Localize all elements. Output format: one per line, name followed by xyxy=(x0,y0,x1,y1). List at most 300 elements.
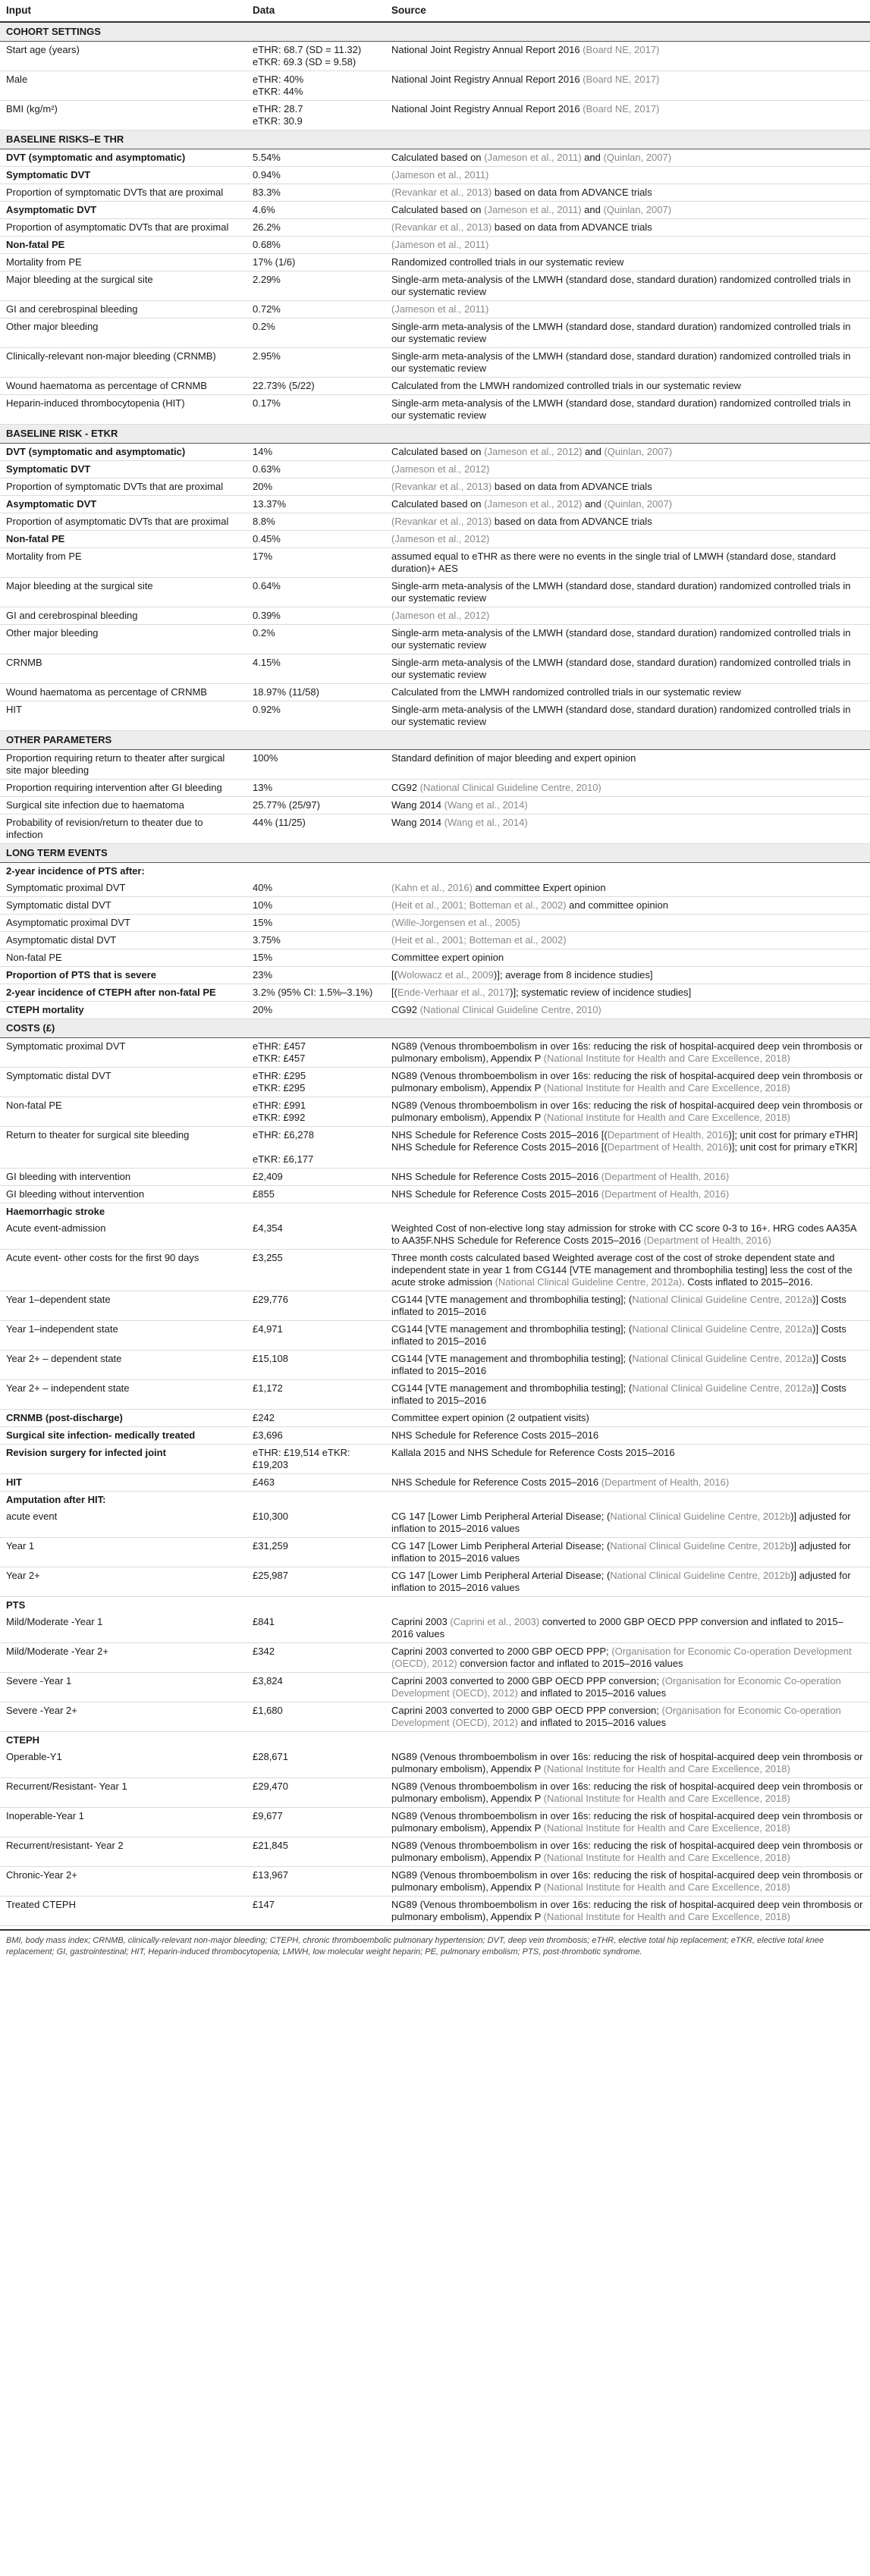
data-cell xyxy=(247,1220,385,1250)
citation-link[interactable]: (Jameson et al., 2012) xyxy=(391,533,490,544)
column-header-input: Input xyxy=(0,0,247,22)
citation-link[interactable]: (Jameson et al., 2011) xyxy=(484,152,582,163)
data-cell xyxy=(247,301,385,318)
citation-link[interactable]: (Department of Health, 2016) xyxy=(601,1171,730,1182)
citation-link[interactable]: (Quinlan, 2007) xyxy=(604,498,673,510)
data-cell xyxy=(247,1038,385,1068)
source-text: )] adjusted for inflation to 2015–2016 values xyxy=(391,1540,851,1564)
input-cell: Asymptomatic DVT xyxy=(0,496,247,513)
input-cell: GI bleeding without intervention xyxy=(0,1186,247,1203)
source-cell xyxy=(385,1351,870,1380)
table-row xyxy=(0,271,870,301)
table-row xyxy=(0,625,870,654)
source-text: Single-arm meta-analysis of the LMWH (standard dose, standard duration) randomized controlled trials in our systematic review xyxy=(391,397,851,421)
input-cell: CRNMB xyxy=(0,654,247,684)
source-cell xyxy=(385,932,870,949)
table-row xyxy=(0,863,870,880)
source-text: CG144 [VTE management and thrombophilia testing]; ( xyxy=(391,1294,633,1305)
citation-link[interactable]: (Board NE, 2017) xyxy=(583,103,660,115)
source-cell xyxy=(385,1597,870,1614)
data-cell xyxy=(247,167,385,184)
table-row xyxy=(0,531,870,548)
data-value: eTHR: £295 xyxy=(253,1070,306,1081)
table-row xyxy=(0,1445,870,1474)
citation-link[interactable]: (Jameson et al., 2012) xyxy=(484,498,583,510)
data-value: 3.2% (95% CI: 1.5%–3.1%) xyxy=(253,987,373,998)
source-text: National Joint Registry Annual Report 2016 xyxy=(391,103,583,115)
table-row xyxy=(0,513,870,531)
data-value: £855 xyxy=(253,1188,275,1200)
table-row xyxy=(0,578,870,607)
data-value: £15,108 xyxy=(253,1353,288,1364)
source-cell xyxy=(385,701,870,731)
source-cell xyxy=(385,863,870,880)
input-cell: Proportion of asymptomatic DVTs that are proximal xyxy=(0,219,247,237)
citation-link[interactable]: (Board NE, 2017) xyxy=(583,44,660,55)
citation-link[interactable]: (Wille-Jorgensen et al., 2005) xyxy=(391,917,520,928)
table-row xyxy=(0,932,870,949)
data-value: £29,470 xyxy=(253,1781,288,1792)
source-cell xyxy=(385,1127,870,1169)
citation-link[interactable]: (Heit et al., 2001; Botteman et al., 2002) xyxy=(391,899,567,911)
input-cell: Surgical site infection- medically treated xyxy=(0,1427,247,1445)
citation-link[interactable]: (Board NE, 2017) xyxy=(583,74,660,85)
source-cell xyxy=(385,1186,870,1203)
source-cell xyxy=(385,1410,870,1427)
source-text: Single-arm meta-analysis of the LMWH (standard dose, standard duration) randomized controlled trials in our systematic review xyxy=(391,321,851,344)
data-cell xyxy=(247,1837,385,1867)
table-row xyxy=(0,301,870,318)
table-row xyxy=(0,461,870,478)
data-cell xyxy=(247,42,385,71)
table-row xyxy=(0,202,870,219)
table-row xyxy=(0,395,870,425)
table-row xyxy=(0,1351,870,1380)
data-value: 0.63% xyxy=(253,463,281,475)
citation-link[interactable]: National Clinical Guideline Centre, 2012b xyxy=(610,1540,791,1552)
table-row xyxy=(0,348,870,378)
input-cell: Proportion of symptomatic DVTs that are proximal xyxy=(0,478,247,496)
citation-link[interactable]: (National Institute for Health and Care Excellence, 2018) xyxy=(543,1911,790,1922)
citation-link[interactable]: National Clinical Guideline Centre, 2012a xyxy=(632,1294,812,1305)
citation-link[interactable]: Department of Health, 2016 xyxy=(607,1129,729,1141)
table-row xyxy=(0,1038,870,1068)
source-cell xyxy=(385,797,870,814)
data-value: 23% xyxy=(253,969,273,981)
data-cell xyxy=(247,949,385,967)
data-cell xyxy=(247,1351,385,1380)
table-row xyxy=(0,1897,870,1926)
source-text: CG144 [VTE management and thrombophilia testing]; ( xyxy=(391,1382,633,1394)
data-value: £4,971 xyxy=(253,1323,283,1335)
source-cell xyxy=(385,1097,870,1127)
data-cell xyxy=(247,1186,385,1203)
table-row xyxy=(0,42,870,71)
source-cell xyxy=(385,42,870,71)
citation-link[interactable]: Ende-Verhaar et al., 2017 xyxy=(397,987,510,998)
table-row xyxy=(0,1474,870,1492)
input-cell: Treated CTEPH xyxy=(0,1897,247,1926)
data-cell xyxy=(247,348,385,378)
source-cell xyxy=(385,578,870,607)
data-cell xyxy=(247,625,385,654)
citation-link[interactable]: (Jameson et al., 2011) xyxy=(391,239,489,250)
citation-link[interactable]: (National Institute for Health and Care Excellence, 2018) xyxy=(543,1822,790,1834)
input-cell: PTS xyxy=(6,1599,26,1611)
data-cell xyxy=(247,607,385,625)
data-cell xyxy=(247,478,385,496)
source-text: and xyxy=(582,446,605,457)
source-cell xyxy=(385,395,870,425)
source-cell xyxy=(385,348,870,378)
table-row xyxy=(0,684,870,701)
source-cell xyxy=(385,880,870,897)
source-text: Calculated based on xyxy=(391,152,485,163)
table-row xyxy=(0,149,870,167)
input-cell: Asymptomatic proximal DVT xyxy=(0,915,247,932)
input-cell: Mild/Moderate -Year 2+ xyxy=(0,1643,247,1673)
table-row xyxy=(0,780,870,797)
source-text: )]; unit cost for primary eTHR] NHS Schedule for Reference Costs 2015–2016 [( xyxy=(391,1129,858,1153)
citation-link[interactable]: (Wang et al., 2014) xyxy=(444,799,528,811)
source-text: )] Costs inflated to 2015–2016 xyxy=(391,1382,846,1406)
source-text: CG 147 [Lower Limb Peripheral Arterial Disease; ( xyxy=(391,1540,611,1552)
data-cell xyxy=(247,814,385,844)
data-cell xyxy=(247,1410,385,1427)
data-value: 83.3% xyxy=(253,187,281,198)
citation-link[interactable]: (National Clinical Guideline Centre, 2010) xyxy=(419,782,601,793)
data-cell xyxy=(247,1492,385,1509)
source-cell xyxy=(385,1867,870,1897)
input-cell: Operable-Y1 xyxy=(0,1749,247,1778)
source-cell xyxy=(385,654,870,684)
source-text: based on data from ADVANCE trials xyxy=(492,187,652,198)
input-cell: GI and cerebrospinal bleeding xyxy=(0,301,247,318)
citation-link[interactable]: (Wang et al., 2014) xyxy=(444,817,528,828)
source-cell xyxy=(385,1897,870,1926)
input-cell: DVT (symptomatic and asymptomatic) xyxy=(0,444,247,461)
citation-link[interactable]: (Organisation for Economic Co-operation Development (OECD), 2012) xyxy=(391,1646,852,1669)
input-cell: Surgical site infection due to haematoma xyxy=(0,797,247,814)
data-value: 0.39% xyxy=(253,610,281,621)
citation-link[interactable]: National Clinical Guideline Centre, 2012a xyxy=(632,1323,812,1335)
source-cell xyxy=(385,149,870,167)
table-row xyxy=(0,1778,870,1808)
source-text: )] Costs inflated to 2015–2016 xyxy=(391,1353,846,1376)
section-title: BASELINE RISKS–E THR xyxy=(0,130,870,149)
citation-link[interactable]: (National Clinical Guideline Centre, 2012a) xyxy=(495,1276,682,1288)
citation-link[interactable]: (National Institute for Health and Care Excellence, 2018) xyxy=(543,1881,790,1893)
data-cell xyxy=(247,496,385,513)
source-text: Calculated from the LMWH randomized controlled trials in our systematic review xyxy=(391,686,741,698)
citation-link[interactable]: (National Institute for Health and Care Excellence, 2018) xyxy=(543,1053,790,1064)
source-text: CG144 [VTE management and thrombophilia testing]; ( xyxy=(391,1323,633,1335)
data-cell xyxy=(247,1068,385,1097)
input-cell: Major bleeding at the surgical site xyxy=(0,578,247,607)
data-value: eTKR: £992 xyxy=(253,1112,306,1123)
source-cell xyxy=(385,984,870,1002)
data-value: 18.97% (11/58) xyxy=(253,686,319,698)
section-header xyxy=(0,22,870,42)
table-row xyxy=(0,101,870,130)
citation-link[interactable]: National Clinical Guideline Centre, 2012b xyxy=(610,1511,791,1522)
source-cell xyxy=(385,548,870,578)
citation-link[interactable]: (Revankar et al., 2013) xyxy=(391,516,492,527)
data-value: £147 xyxy=(253,1899,275,1910)
data-cell xyxy=(247,1778,385,1808)
source-text: Single-arm meta-analysis of the LMWH (standard dose, standard duration) randomized controlled trials in our systematic review xyxy=(391,580,851,604)
citation-link[interactable]: (Kahn et al., 2016) xyxy=(391,882,473,893)
data-cell xyxy=(247,1597,385,1614)
source-cell xyxy=(385,625,870,654)
citation-link[interactable]: (Jameson et al., 2012) xyxy=(484,446,583,457)
input-cell: Asymptomatic distal DVT xyxy=(0,932,247,949)
source-cell xyxy=(385,531,870,548)
source-text: Wang 2014 xyxy=(391,799,444,811)
data-value: £29,776 xyxy=(253,1294,288,1305)
source-cell xyxy=(385,184,870,202)
data-value: 13.37% xyxy=(253,498,287,510)
input-cell: Heparin-induced thrombocytopenia (HIT) xyxy=(0,395,247,425)
table-row xyxy=(0,1867,870,1897)
citation-link[interactable]: (Organisation for Economic Co-operation Development (OECD), 2012) xyxy=(391,1675,841,1699)
source-cell xyxy=(385,1220,870,1250)
source-cell xyxy=(385,1427,870,1445)
source-text: Calculated based on xyxy=(391,498,485,510)
table-row xyxy=(0,184,870,202)
input-cell: Non-fatal PE xyxy=(0,1097,247,1127)
citation-link[interactable]: National Clinical Guideline Centre, 2012a xyxy=(632,1353,812,1364)
data-value: £10,300 xyxy=(253,1511,288,1522)
data-cell xyxy=(247,684,385,701)
source-cell xyxy=(385,1068,870,1097)
source-cell xyxy=(385,378,870,395)
input-cell: Symptomatic distal DVT xyxy=(0,897,247,915)
source-cell xyxy=(385,1508,870,1538)
citation-link[interactable]: (Revankar et al., 2013) xyxy=(391,187,492,198)
source-text: Wang 2014 xyxy=(391,817,444,828)
table-row xyxy=(0,1127,870,1169)
data-cell xyxy=(247,1097,385,1127)
table-row xyxy=(0,1427,870,1445)
source-cell xyxy=(385,684,870,701)
source-cell xyxy=(385,202,870,219)
table-row xyxy=(0,701,870,731)
source-cell xyxy=(385,237,870,254)
input-cell: Symptomatic proximal DVT xyxy=(0,1038,247,1068)
data-cell xyxy=(247,1508,385,1538)
input-cell: Mortality from PE xyxy=(0,548,247,578)
data-value: eTHR: £991 xyxy=(253,1100,306,1111)
input-cell: Wound haematoma as percentage of CRNMB xyxy=(0,684,247,701)
source-text: NHS Schedule for Reference Costs 2015–2016 xyxy=(391,1476,601,1488)
source-cell xyxy=(385,1492,870,1509)
citation-link[interactable]: (Quinlan, 2007) xyxy=(603,204,672,215)
data-cell xyxy=(247,701,385,731)
source-text: CG92 xyxy=(391,1004,420,1015)
data-cell xyxy=(247,1673,385,1702)
citation-link[interactable]: (Jameson et al., 2011) xyxy=(391,303,489,315)
citation-link[interactable]: (Quinlan, 2007) xyxy=(603,152,672,163)
source-text: CG144 [VTE management and thrombophilia testing]; ( xyxy=(391,1353,633,1364)
table-row xyxy=(0,880,870,897)
data-value: 20% xyxy=(253,1004,273,1015)
data-cell xyxy=(247,797,385,814)
source-text: Single-arm meta-analysis of the LMWH (standard dose, standard duration) randomized controlled trials in our systematic review xyxy=(391,274,851,297)
data-value: 2.29% xyxy=(253,274,281,285)
table-row xyxy=(0,1508,870,1538)
data-value: 14% xyxy=(253,446,273,457)
data-cell xyxy=(247,863,385,880)
data-value: 15% xyxy=(253,952,273,963)
citation-link[interactable]: (Caprini et al., 2003) xyxy=(450,1616,540,1627)
input-cell: Return to theater for surgical site bleeding xyxy=(0,1127,247,1169)
citation-link[interactable]: (National Institute for Health and Care Excellence, 2018) xyxy=(543,1852,790,1863)
data-value: eTKR: £295 xyxy=(253,1082,306,1093)
section-title: LONG TERM EVENTS xyxy=(0,844,870,863)
source-text: NHS Schedule for Reference Costs 2015–2016 [( xyxy=(391,1129,608,1141)
data-value: 0.94% xyxy=(253,169,281,180)
source-cell xyxy=(385,496,870,513)
citation-link[interactable]: (Quinlan, 2007) xyxy=(604,446,673,457)
data-cell xyxy=(247,1643,385,1673)
source-cell xyxy=(385,1749,870,1778)
table-row xyxy=(0,1732,870,1749)
data-cell xyxy=(247,1002,385,1019)
input-cell: GI and cerebrospinal bleeding xyxy=(0,607,247,625)
input-cell: Wound haematoma as percentage of CRNMB xyxy=(0,378,247,395)
data-cell xyxy=(247,780,385,797)
input-cell: Proportion requiring intervention after GI bleeding xyxy=(0,780,247,797)
source-text: )]; unit cost for primary eTKR] xyxy=(728,1141,858,1153)
citation-link[interactable]: (Organisation for Economic Co-operation Development (OECD), 2012) xyxy=(391,1705,841,1728)
source-text: NG89 (Venous thromboembolism in over 16s: reducing the risk of hospital-acquired deep vein thrombosis or pulmonary embolism), Appendix P xyxy=(391,1810,863,1834)
source-cell xyxy=(385,1169,870,1186)
section-header xyxy=(0,844,870,863)
input-cell: Inoperable-Year 1 xyxy=(0,1808,247,1837)
citation-link[interactable]: Department of Health, 2016 xyxy=(607,1141,729,1153)
source-text: Committee expert opinion xyxy=(391,952,504,963)
table-row xyxy=(0,1291,870,1321)
source-text: CG 147 [Lower Limb Peripheral Arterial Disease; ( xyxy=(391,1570,611,1581)
citation-link[interactable]: (Department of Health, 2016) xyxy=(601,1188,730,1200)
table-row xyxy=(0,548,870,578)
input-cell: CTEPH xyxy=(6,1734,40,1746)
source-text: conversion factor and inflated to 2015–2016 values xyxy=(457,1658,683,1669)
citation-link[interactable]: (Department of Health, 2016) xyxy=(643,1235,771,1246)
source-text: Committee expert opinion (2 outpatient visits) xyxy=(391,1412,589,1423)
source-cell xyxy=(385,814,870,844)
input-cell: Proportion requiring return to theater after surgical site major bleeding xyxy=(0,750,247,780)
source-text: Caprini 2003 converted to 2000 GBP OECD PPP; xyxy=(391,1646,612,1657)
table-row xyxy=(0,1808,870,1837)
input-cell: Probability of revision/return to theater due to infection xyxy=(0,814,247,844)
data-cell xyxy=(247,1867,385,1897)
data-cell xyxy=(247,1427,385,1445)
citation-link[interactable]: (Jameson et al., 2011) xyxy=(391,169,489,180)
table-row xyxy=(0,654,870,684)
citation-link[interactable]: (Heit et al., 2001; Botteman et al., 2002) xyxy=(391,934,567,946)
input-cell: Symptomatic DVT xyxy=(0,167,247,184)
citation-link[interactable]: (National Clinical Guideline Centre, 2010) xyxy=(419,1004,601,1015)
input-cell: Proportion of symptomatic DVTs that are proximal xyxy=(0,184,247,202)
table-row xyxy=(0,1567,870,1597)
citation-link[interactable]: (National Institute for Health and Care Excellence, 2018) xyxy=(543,1793,790,1804)
input-cell: Revision surgery for infected joint xyxy=(0,1445,247,1474)
data-value: eTHR: £19,514 eTKR: £19,203 xyxy=(253,1447,350,1470)
data-cell xyxy=(247,254,385,271)
data-value: eTKR: 30.9 xyxy=(253,115,303,127)
input-cell: Non-fatal PE xyxy=(0,949,247,967)
citation-link[interactable]: (Revankar et al., 2013) xyxy=(391,221,492,233)
source-text: Standard definition of major bleeding and expert opinion xyxy=(391,752,636,764)
input-cell: 2-year incidence of CTEPH after non-fatal PE xyxy=(0,984,247,1002)
citation-link[interactable]: (Jameson et al., 2011) xyxy=(484,204,582,215)
source-cell xyxy=(385,1732,870,1749)
source-text: CG92 xyxy=(391,782,420,793)
data-value: 40% xyxy=(253,882,273,893)
source-cell xyxy=(385,780,870,797)
table-row xyxy=(0,797,870,814)
data-value: 5.54% xyxy=(253,152,281,163)
citation-link[interactable]: National Clinical Guideline Centre, 2012a xyxy=(632,1382,812,1394)
citation-link[interactable]: (Jameson et al., 2012) xyxy=(391,463,490,475)
input-cell: Start age (years) xyxy=(0,42,247,71)
source-text: and xyxy=(581,204,604,215)
citation-link[interactable]: (Jameson et al., 2012) xyxy=(391,610,490,621)
source-cell xyxy=(385,461,870,478)
source-text: CG 147 [Lower Limb Peripheral Arterial Disease; ( xyxy=(391,1511,611,1522)
citation-link[interactable]: National Clinical Guideline Centre, 2012b xyxy=(610,1570,791,1581)
citation-link[interactable]: Wolowacz et al., 2009 xyxy=(397,969,494,981)
citation-link[interactable]: (National Institute for Health and Care Excellence, 2018) xyxy=(543,1082,790,1093)
source-cell xyxy=(385,1474,870,1492)
data-value: eTHR: 28.7 xyxy=(253,103,303,115)
table-row xyxy=(0,378,870,395)
input-cell: Symptomatic distal DVT xyxy=(0,1068,247,1097)
source-cell xyxy=(385,254,870,271)
source-cell xyxy=(385,967,870,984)
table-row xyxy=(0,1097,870,1127)
data-cell xyxy=(247,984,385,1002)
citation-link[interactable]: (Revankar et al., 2013) xyxy=(391,481,492,492)
table-row xyxy=(0,219,870,237)
source-text: NG89 (Venous thromboembolism in over 16s: reducing the risk of hospital-acquired deep vein thrombosis or pulmonary embolism), Appendix P xyxy=(391,1070,863,1093)
data-value: 0.2% xyxy=(253,321,275,332)
input-cell: HIT xyxy=(0,1474,247,1492)
citation-link[interactable]: (Department of Health, 2016) xyxy=(601,1476,730,1488)
source-text: [( xyxy=(391,987,397,998)
table-row xyxy=(0,967,870,984)
data-cell xyxy=(247,1169,385,1186)
input-cell: Non-fatal PE xyxy=(0,531,247,548)
data-cell xyxy=(247,1808,385,1837)
source-text: Single-arm meta-analysis of the LMWH (standard dose, standard duration) randomized controlled trials in our systematic review xyxy=(391,704,851,727)
data-cell xyxy=(247,654,385,684)
table-row xyxy=(0,478,870,496)
section-header xyxy=(0,425,870,444)
citation-link[interactable]: (National Institute for Health and Care Excellence, 2018) xyxy=(543,1112,790,1123)
data-cell xyxy=(247,184,385,202)
source-text: based on data from ADVANCE trials xyxy=(492,516,652,527)
data-value: £25,987 xyxy=(253,1570,288,1581)
table-row xyxy=(0,237,870,254)
input-cell: Symptomatic proximal DVT xyxy=(0,880,247,897)
input-cell: DVT (symptomatic and asymptomatic) xyxy=(0,149,247,167)
citation-link[interactable]: (National Institute for Health and Care Excellence, 2018) xyxy=(543,1763,790,1774)
input-cell: Other major bleeding xyxy=(0,625,247,654)
data-cell xyxy=(247,1567,385,1597)
